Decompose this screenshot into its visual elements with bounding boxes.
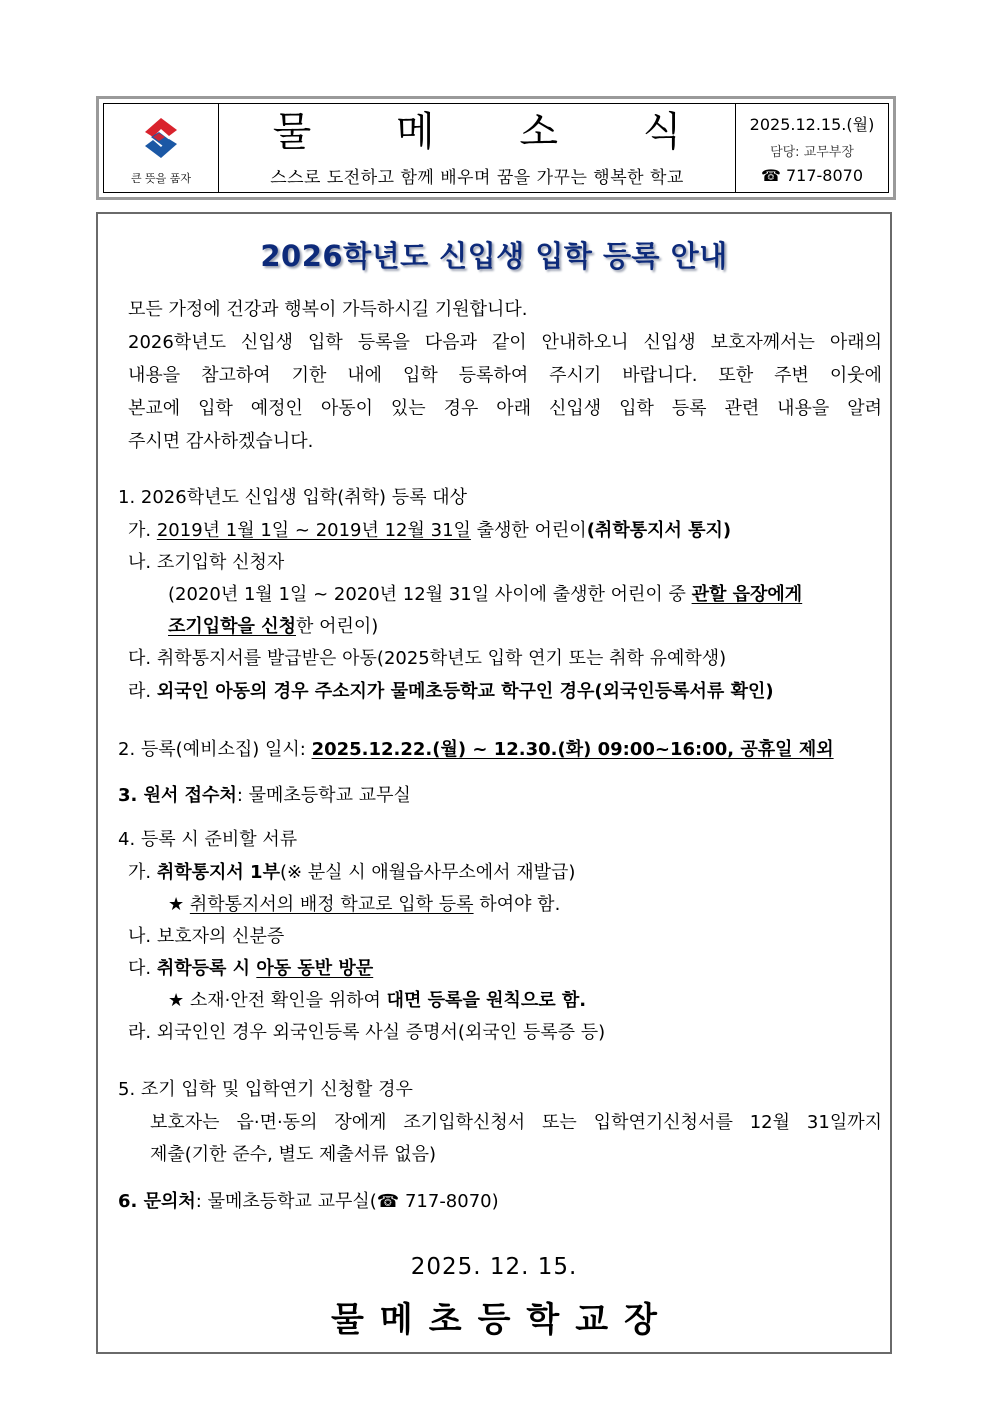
logo-cell bbox=[104, 104, 219, 192]
section-5-line-1: 보호자는 읍·면·동의 장에게 조기입학신청서 또는 입학연기신청서를 12월 31일까지 bbox=[150, 1112, 882, 1133]
section-4-item-ga-note: ★ 취학통지서의 배정 학교로 입학 등록 하여야 함. bbox=[168, 894, 561, 915]
section-4-item-ra: 라. 외국인인 경우 외국인등록 사실 증명서(외국인 등록증 등) bbox=[128, 1022, 606, 1043]
intro-line-2: 2026학년도 신입생 입학 등록을 다음과 같이 안내하오니 신입생 보호자께서는 아래의 bbox=[128, 332, 882, 353]
section-1-item-ga: 가. 2019년 1월 1일 ~ 2019년 12월 31일 출생한 어린이(취학통지서 통지) bbox=[128, 520, 732, 541]
section-1-item-na-detail-2: 조기입학을 신청한 어린이) bbox=[168, 616, 379, 637]
notice-title: 2026학년도 신입생 입학 등록 안내 bbox=[260, 239, 728, 273]
section-1-heading: 1. 2026학년도 신입생 입학(취학) 등록 대상 bbox=[118, 487, 468, 508]
section-2-schedule: 2. 등록(예비소집) 일시: 2025.12.22.(월) ~ 12.30.(화) 09:00~16:00, 공휴일 제외 bbox=[118, 739, 834, 760]
section-4-item-na: 나. 보호자의 신분증 bbox=[128, 926, 285, 947]
section-3-location: 3. 원서 접수처: 물메초등학교 교무실 bbox=[118, 785, 411, 806]
intro-line-4: 본교에 입학 예정인 아동이 있는 경우 아래 신입생 입학 등록 관련 내용을 알려 bbox=[128, 398, 882, 419]
logo-slogan: 큰 뜻을 품자 bbox=[130, 172, 192, 185]
section-6-contact: 6. 문의처: 물메초등학교 교무실(☎ 717-8070) bbox=[118, 1191, 499, 1212]
newsletter-header bbox=[96, 96, 896, 200]
newsletter-title: 물 메 소 식 bbox=[272, 108, 718, 155]
intro-line-5: 주시면 감사하겠습니다. bbox=[128, 431, 314, 452]
header-table bbox=[103, 103, 889, 193]
school-motto: 스스로 도전하고 함께 배우며 꿈을 가꾸는 행복한 학교 bbox=[270, 167, 684, 188]
section-1-item-da: 다. 취학통지서를 발급받은 아동(2025학년도 입학 연기 또는 취학 유예학생) bbox=[128, 648, 727, 669]
contact-person: 담당: 교무부장 bbox=[770, 144, 854, 160]
section-5-line-2: 제출(기한 준수, 별도 제출서류 없음) bbox=[150, 1144, 437, 1165]
section-1-item-na-detail-1: (2020년 1월 1일 ~ 2020년 12월 31일 사이에 출생한 어린이 중 관할 읍장에게 bbox=[168, 584, 803, 605]
principal-signature: 물메초등학교장 bbox=[331, 1300, 673, 1340]
section-4-item-da: 다. 취학등록 시 아동 동반 방문 bbox=[128, 958, 374, 979]
header-phone: ☎ 717-8070 bbox=[760, 165, 864, 185]
birth-date-range: 2019년 1월 1일 ~ 2019년 12월 31일 bbox=[156, 520, 471, 541]
section-1-item-ra: 라. 외국인 아동의 경우 주소지가 물메초등학교 학구인 경우(외국인등록서류 확인) bbox=[128, 681, 774, 702]
school-logo-icon bbox=[131, 110, 191, 166]
info-cell bbox=[736, 104, 888, 192]
notice-box bbox=[96, 212, 892, 1354]
section-4-heading: 4. 등록 시 준비할 서류 bbox=[118, 829, 298, 850]
section-4-item-da-note: ★ 소재·안전 확인을 위하여 대면 등록을 원칙으로 함. bbox=[168, 990, 587, 1011]
intro-line-3: 내용을 참고하여 기한 내에 입학 등록하여 주시기 바랍니다. 또한 주변 이웃에 bbox=[128, 365, 882, 386]
registration-period: 2025.12.22.(월) ~ 12.30.(화) 09:00~16:00, 공휴일 제외 bbox=[311, 739, 834, 760]
section-1-item-na: 나. 조기입학 신청자 bbox=[128, 552, 285, 573]
signature-date: 2025. 12. 15. bbox=[410, 1254, 578, 1280]
intro-line-1: 모든 가정에 건강과 행복이 가득하시길 기원합니다. bbox=[128, 299, 528, 320]
issue-date: 2025.12.15.(월) bbox=[749, 114, 875, 134]
section-4-item-ga: 가. 취학통지서 1부(※ 분실 시 애월읍사무소에서 재발급) bbox=[128, 862, 576, 883]
section-5-heading: 5. 조기 입학 및 입학연기 신청할 경우 bbox=[118, 1079, 413, 1100]
title-cell bbox=[219, 104, 736, 192]
